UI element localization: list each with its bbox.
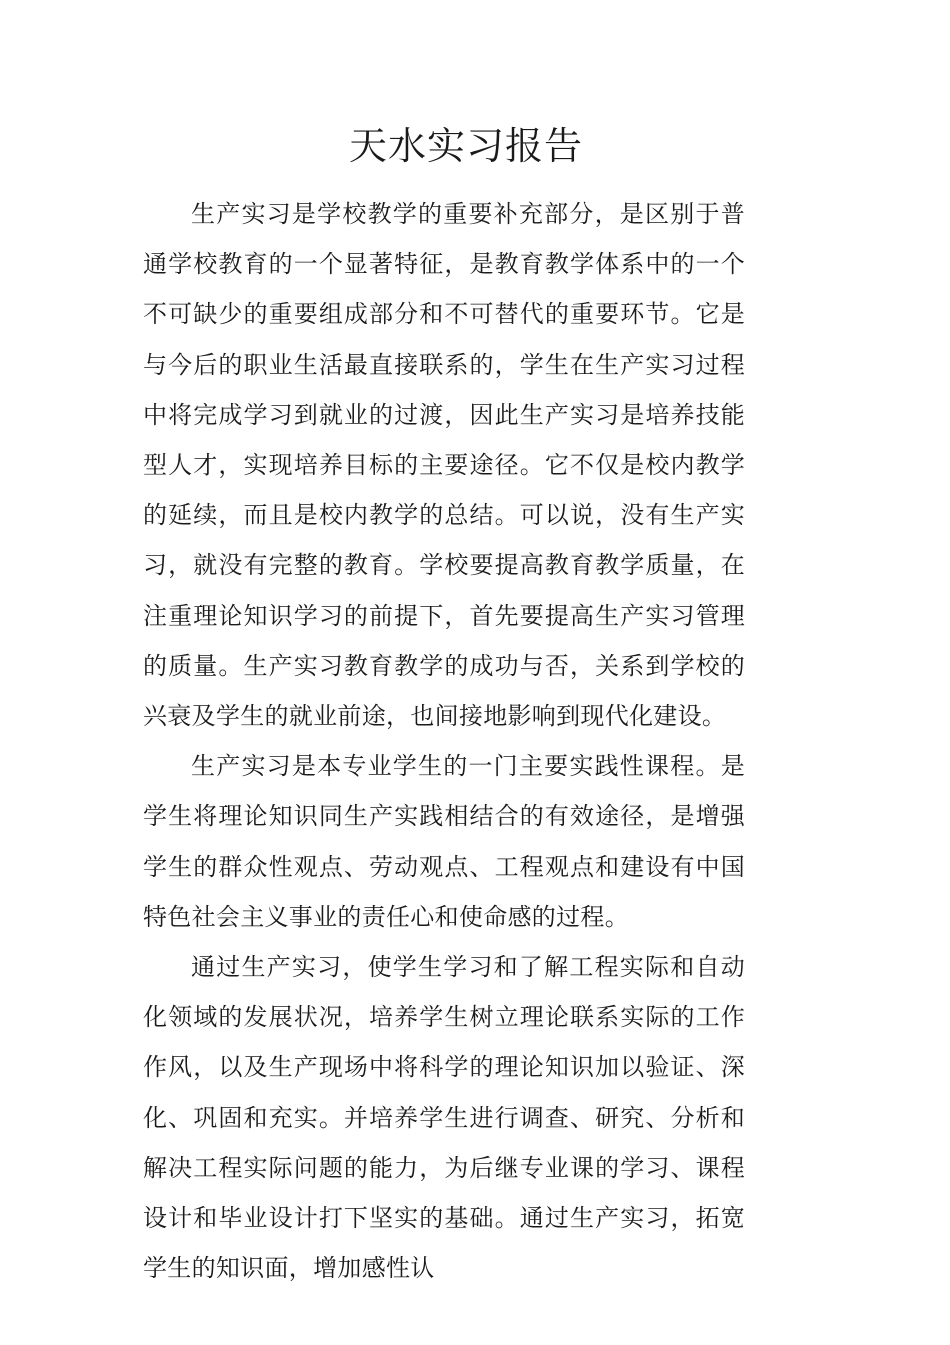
paragraph-2: 生产实习是本专业学生的一门主要实践性课程。是学生将理论知识同生产实践相结合的有效途径，是增强学生的群众性观点、劳动观点、工程观点和建设有中国特色社会主义事业的责任心和使命感的过程。 — [143, 752, 745, 931]
document-title: 天水实习报告 — [348, 124, 583, 168]
paragraph-1: 生产实习是学校教学的重要补充部分，是区别于普通学校教育的一个显著特征，是教育教学体系中的一个不可缺少的重要组成部分和不可替代的重要环节。它是与今后的职业生活最直接联系的，学生在生产实习过程中将完成学习到就业的过渡，因此生产实习是培养技能型人才，实现培养目标的主要途径。它不仅是校内教学的延续，而且是校内教学的总结。可以说，没有生产实习，就没有完整的教育。学校要提高教育教学质量，在注重理论知识学习的前提下，首先要提高生产实习管理的质量。生产实习教育教学的成功与否，关系到学校的兴衰及学生的就业前途，也间接地影响到现代化建设。 — [143, 200, 745, 731]
paragraph-3: 通过生产实习，使学生学习和了解工程实际和自动化领域的发展状况，培养学生树立理论联系实际的工作作风，以及生产现场中将科学的理论知识加以验证、深化、巩固和充实。并培养学生进行调查、研究、分析和解决工程实际问题的能力，为后继专业课的学习、课程设计和毕业设计打下坚实的基础。通过生产实习，拓宽学生的知识面，增加感性认 — [143, 953, 745, 1283]
document-body — [143, 189, 745, 1293]
